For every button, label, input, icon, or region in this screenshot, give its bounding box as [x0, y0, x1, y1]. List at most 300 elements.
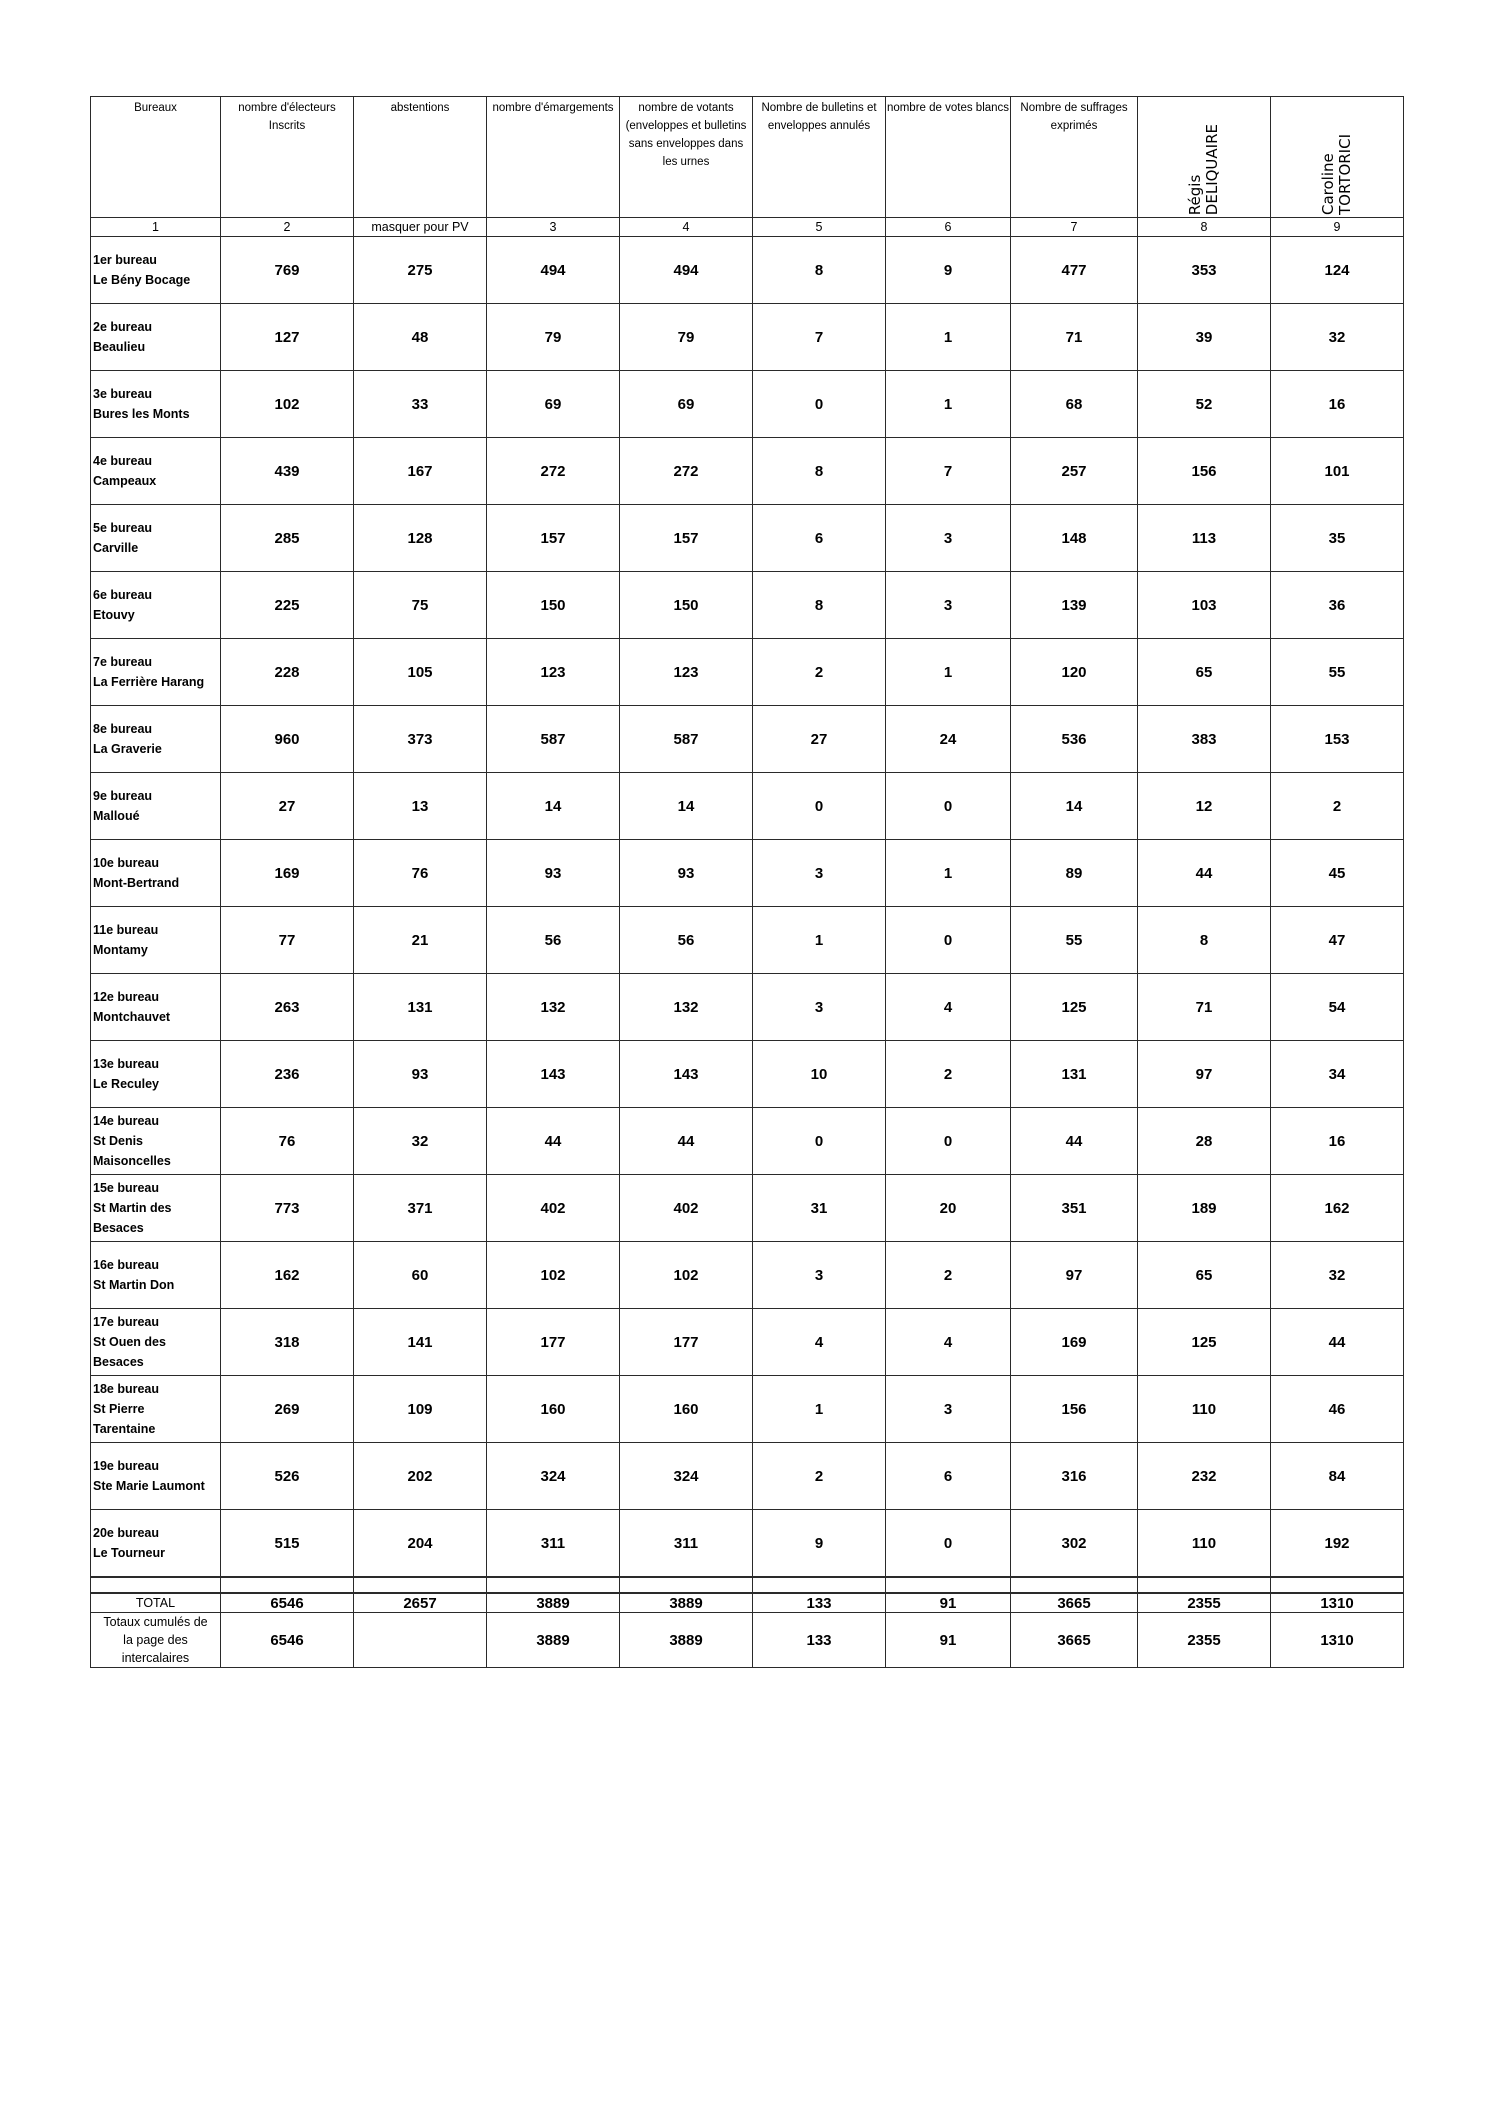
- cell-tortorici: 32: [1271, 304, 1404, 371]
- bureau-number: 7e bureau: [93, 655, 153, 669]
- table-row: [91, 1376, 1404, 1443]
- header-bureaux: Bureaux: [91, 97, 221, 218]
- candidate-1-first-name: Régis: [1186, 174, 1204, 215]
- bureau-name: [91, 1510, 221, 1578]
- cell-tortorici: 16: [1271, 371, 1404, 438]
- table-row: [91, 706, 1404, 773]
- commune-name: Maisoncelles: [93, 1154, 171, 1168]
- cell-exprimes: 89: [1011, 840, 1138, 907]
- cell-blancs: 0: [886, 907, 1011, 974]
- header-emargements: nombre d'émargements: [487, 97, 620, 218]
- bureau-number: 10e bureau: [93, 856, 160, 870]
- cell-inscrits: 263: [221, 974, 354, 1041]
- cell-annules: 3: [753, 840, 886, 907]
- bureau-name: [91, 438, 221, 505]
- cell-tortorici: 124: [1271, 237, 1404, 304]
- bureau-number: 4e bureau: [93, 454, 153, 468]
- cell-annules: 1: [753, 1376, 886, 1443]
- table-row: [91, 974, 1404, 1041]
- header-exprimes: Nombre de suffrages exprimés: [1011, 97, 1138, 218]
- bureau-name: [91, 1242, 221, 1309]
- cell-votants: 14: [620, 773, 753, 840]
- cell-abstentions: 109: [354, 1376, 487, 1443]
- cell-abstentions: 21: [354, 907, 487, 974]
- column-number: 9: [1271, 218, 1404, 237]
- bureau-name: [91, 1175, 221, 1242]
- commune-name: St Martin Don: [93, 1278, 175, 1292]
- blank-cell: [1011, 1577, 1138, 1593]
- cell-abstentions: 275: [354, 237, 487, 304]
- cell-tortorici: 44: [1271, 1309, 1404, 1376]
- cell-blancs: 1: [886, 371, 1011, 438]
- table-row: [91, 1041, 1404, 1108]
- cell-deliquaire: 28: [1138, 1108, 1271, 1175]
- cell-abstentions: 128: [354, 505, 487, 572]
- cell-votants: 272: [620, 438, 753, 505]
- cell-votants: 69: [620, 371, 753, 438]
- cell-emargements: 132: [487, 974, 620, 1041]
- cell-blancs: 1: [886, 304, 1011, 371]
- cell-abstentions: 202: [354, 1443, 487, 1510]
- cell-inscrits: 127: [221, 304, 354, 371]
- commune-name: St Pierre: [93, 1402, 145, 1416]
- table-row: [91, 840, 1404, 907]
- cell-deliquaire: 44: [1138, 840, 1271, 907]
- cell-emargements: 311: [487, 1510, 620, 1578]
- cell-exprimes: 477: [1011, 237, 1138, 304]
- blank-cell: [1271, 1577, 1404, 1593]
- cell-blancs: 4: [886, 1309, 1011, 1376]
- total-exprimes: 3665: [1011, 1593, 1138, 1613]
- cell-annules: 8: [753, 572, 886, 639]
- blank-cell: [620, 1577, 753, 1593]
- cell-inscrits: 169: [221, 840, 354, 907]
- cell-inscrits: 27: [221, 773, 354, 840]
- cell-exprimes: 536: [1011, 706, 1138, 773]
- cell-exprimes: 302: [1011, 1510, 1138, 1578]
- cell-exprimes: 120: [1011, 639, 1138, 706]
- total-inscrits: 6546: [221, 1593, 354, 1613]
- cell-tortorici: 101: [1271, 438, 1404, 505]
- cell-annules: 27: [753, 706, 886, 773]
- cell-blancs: 9: [886, 237, 1011, 304]
- table-row: [91, 1175, 1404, 1242]
- cell-abstentions: 13: [354, 773, 487, 840]
- bureau-name: [91, 639, 221, 706]
- cell-abstentions: 204: [354, 1510, 487, 1578]
- bureau-number: 6e bureau: [93, 588, 153, 602]
- bureau-number: 13e bureau: [93, 1057, 160, 1071]
- blank-cell: [886, 1577, 1011, 1593]
- cell-emargements: 160: [487, 1376, 620, 1443]
- column-number: masquer pour PV: [354, 218, 487, 237]
- cell-exprimes: 257: [1011, 438, 1138, 505]
- cell-deliquaire: 65: [1138, 1242, 1271, 1309]
- cell-emargements: 44: [487, 1108, 620, 1175]
- cell-votants: 587: [620, 706, 753, 773]
- commune-name: Le Reculey: [93, 1077, 160, 1091]
- cell-inscrits: 960: [221, 706, 354, 773]
- column-number: 7: [1011, 218, 1138, 237]
- cell-inscrits: 77: [221, 907, 354, 974]
- cell-tortorici: 55: [1271, 639, 1404, 706]
- bureau-name: [91, 840, 221, 907]
- table-row: [91, 572, 1404, 639]
- column-number: 2: [221, 218, 354, 237]
- cell-tortorici: 34: [1271, 1041, 1404, 1108]
- cell-exprimes: 68: [1011, 371, 1138, 438]
- cell-emargements: 14: [487, 773, 620, 840]
- cell-blancs: 3: [886, 1376, 1011, 1443]
- cell-inscrits: 236: [221, 1041, 354, 1108]
- cell-deliquaire: 113: [1138, 505, 1271, 572]
- bureau-name: [91, 304, 221, 371]
- cell-exprimes: 97: [1011, 1242, 1138, 1309]
- bureau-number: 3e bureau: [93, 387, 153, 401]
- table-row: [91, 639, 1404, 706]
- cell-annules: 8: [753, 438, 886, 505]
- cell-abstentions: 373: [354, 706, 487, 773]
- bureau-name: [91, 572, 221, 639]
- cumul-votants: 3889: [620, 1613, 753, 1668]
- cell-tortorici: 32: [1271, 1242, 1404, 1309]
- header-annules: Nombre de bulletins et enveloppes annulés: [753, 97, 886, 218]
- cell-exprimes: 148: [1011, 505, 1138, 572]
- bureau-name: [91, 237, 221, 304]
- commune-name: Le Bény Bocage: [93, 273, 191, 287]
- cell-abstentions: 32: [354, 1108, 487, 1175]
- cell-annules: 6: [753, 505, 886, 572]
- commune-name: Montchauvet: [93, 1010, 171, 1024]
- total-annules: 133: [753, 1593, 886, 1613]
- cell-votants: 93: [620, 840, 753, 907]
- bureau-name: [91, 974, 221, 1041]
- commune-name: Mont-Bertrand: [93, 876, 180, 890]
- commune-name: Besaces: [93, 1355, 144, 1369]
- cell-exprimes: 169: [1011, 1309, 1138, 1376]
- cell-emargements: 143: [487, 1041, 620, 1108]
- cell-blancs: 0: [886, 1510, 1011, 1578]
- cell-blancs: 3: [886, 505, 1011, 572]
- bureau-name: [91, 1309, 221, 1376]
- table-row: [91, 773, 1404, 840]
- cell-exprimes: 44: [1011, 1108, 1138, 1175]
- table-row: [91, 1510, 1404, 1578]
- cell-deliquaire: 110: [1138, 1510, 1271, 1578]
- blank-row: [91, 1577, 1404, 1593]
- cell-exprimes: 71: [1011, 304, 1138, 371]
- blank-cell: [221, 1577, 354, 1593]
- cell-votants: 143: [620, 1041, 753, 1108]
- cell-emargements: 102: [487, 1242, 620, 1309]
- cell-annules: 1: [753, 907, 886, 974]
- cell-blancs: 0: [886, 773, 1011, 840]
- candidate-1-last-name: DELIQUAIRE: [1203, 123, 1221, 215]
- bureau-name: [91, 706, 221, 773]
- cell-votants: 324: [620, 1443, 753, 1510]
- cell-deliquaire: 65: [1138, 639, 1271, 706]
- commune-name: Le Tourneur: [93, 1546, 165, 1560]
- column-number: 1: [91, 218, 221, 237]
- bureau-number: 5e bureau: [93, 521, 153, 535]
- cell-annules: 9: [753, 1510, 886, 1578]
- cell-votants: 102: [620, 1242, 753, 1309]
- commune-name: Campeaux: [93, 474, 157, 488]
- cell-inscrits: 102: [221, 371, 354, 438]
- election-results-table: [90, 96, 1404, 1668]
- total-label: TOTAL: [91, 1593, 221, 1613]
- cell-inscrits: 318: [221, 1309, 354, 1376]
- cell-votants: 157: [620, 505, 753, 572]
- column-number: 5: [753, 218, 886, 237]
- bureau-number: 14e bureau: [93, 1114, 160, 1128]
- bureau-name: [91, 1041, 221, 1108]
- cell-emargements: 93: [487, 840, 620, 907]
- cell-exprimes: 55: [1011, 907, 1138, 974]
- cell-abstentions: 371: [354, 1175, 487, 1242]
- commune-name: Etouvy: [93, 608, 135, 622]
- cell-tortorici: 16: [1271, 1108, 1404, 1175]
- header-abstentions: abstentions: [354, 97, 487, 218]
- cell-blancs: 4: [886, 974, 1011, 1041]
- table-row: [91, 1309, 1404, 1376]
- cell-annules: 2: [753, 1443, 886, 1510]
- cell-exprimes: 14: [1011, 773, 1138, 840]
- cell-blancs: 2: [886, 1041, 1011, 1108]
- cell-deliquaire: 156: [1138, 438, 1271, 505]
- cell-tortorici: 192: [1271, 1510, 1404, 1578]
- table-row: [91, 371, 1404, 438]
- header-inscrits: nombre d'électeurs Inscrits: [221, 97, 354, 218]
- cell-emargements: 79: [487, 304, 620, 371]
- cell-tortorici: 35: [1271, 505, 1404, 572]
- cell-blancs: 1: [886, 639, 1011, 706]
- cell-inscrits: 285: [221, 505, 354, 572]
- cell-tortorici: 36: [1271, 572, 1404, 639]
- cell-annules: 8: [753, 237, 886, 304]
- cell-tortorici: 162: [1271, 1175, 1404, 1242]
- bureau-number: 15e bureau: [93, 1181, 160, 1195]
- header-candidate-1: [1138, 97, 1271, 218]
- candidate-2-first-name: Caroline: [1319, 153, 1337, 215]
- cell-tortorici: 54: [1271, 974, 1404, 1041]
- cumulative-total-row: [91, 1613, 1404, 1668]
- cell-deliquaire: 97: [1138, 1041, 1271, 1108]
- cell-exprimes: 125: [1011, 974, 1138, 1041]
- header-blancs: nombre de votes blancs: [886, 97, 1011, 218]
- total-votants: 3889: [620, 1593, 753, 1613]
- bureau-name: [91, 1108, 221, 1175]
- cell-exprimes: 156: [1011, 1376, 1138, 1443]
- cell-votants: 311: [620, 1510, 753, 1578]
- cell-tortorici: 45: [1271, 840, 1404, 907]
- cell-blancs: 0: [886, 1108, 1011, 1175]
- cell-emargements: 69: [487, 371, 620, 438]
- cell-emargements: 157: [487, 505, 620, 572]
- cell-abstentions: 60: [354, 1242, 487, 1309]
- cell-abstentions: 167: [354, 438, 487, 505]
- cell-votants: 56: [620, 907, 753, 974]
- cell-emargements: 150: [487, 572, 620, 639]
- bureau-number: 12e bureau: [93, 990, 160, 1004]
- blank-cell: [1138, 1577, 1271, 1593]
- total-row: [91, 1593, 1404, 1613]
- cell-inscrits: 526: [221, 1443, 354, 1510]
- cell-tortorici: 46: [1271, 1376, 1404, 1443]
- commune-name: St Ouen des: [93, 1335, 166, 1349]
- cell-exprimes: 139: [1011, 572, 1138, 639]
- cell-blancs: 20: [886, 1175, 1011, 1242]
- blank-cell: [487, 1577, 620, 1593]
- cell-deliquaire: 232: [1138, 1443, 1271, 1510]
- column-number: 8: [1138, 218, 1271, 237]
- cumul-tortorici: 1310: [1271, 1613, 1404, 1668]
- cell-votants: 150: [620, 572, 753, 639]
- cell-tortorici: 47: [1271, 907, 1404, 974]
- cell-deliquaire: 103: [1138, 572, 1271, 639]
- cell-deliquaire: 125: [1138, 1309, 1271, 1376]
- cell-abstentions: 33: [354, 371, 487, 438]
- bureau-name: [91, 1376, 221, 1443]
- cell-deliquaire: 52: [1138, 371, 1271, 438]
- bureau-number: 8e bureau: [93, 722, 153, 736]
- cell-inscrits: 773: [221, 1175, 354, 1242]
- commune-name: Tarentaine: [93, 1422, 156, 1436]
- table-row: [91, 1443, 1404, 1510]
- column-number: 6: [886, 218, 1011, 237]
- commune-name: Beaulieu: [93, 340, 146, 354]
- cell-deliquaire: 110: [1138, 1376, 1271, 1443]
- cell-votants: 494: [620, 237, 753, 304]
- commune-name: Carville: [93, 541, 139, 555]
- cumul-blancs: 91: [886, 1613, 1011, 1668]
- bureau-name: [91, 371, 221, 438]
- table-row: [91, 1242, 1404, 1309]
- bureau-number: 9e bureau: [93, 789, 153, 803]
- cumul-inscrits: 6546: [221, 1613, 354, 1668]
- cell-inscrits: 269: [221, 1376, 354, 1443]
- bureau-name: [91, 773, 221, 840]
- cell-emargements: 402: [487, 1175, 620, 1242]
- bureau-name: [91, 1443, 221, 1510]
- bureau-number: 2e bureau: [93, 320, 153, 334]
- cell-blancs: 7: [886, 438, 1011, 505]
- cell-abstentions: 76: [354, 840, 487, 907]
- cell-inscrits: 76: [221, 1108, 354, 1175]
- cell-deliquaire: 39: [1138, 304, 1271, 371]
- cell-deliquaire: 189: [1138, 1175, 1271, 1242]
- commune-name: Montamy: [93, 943, 148, 957]
- commune-name: Malloué: [93, 809, 140, 823]
- cell-votants: 402: [620, 1175, 753, 1242]
- cell-blancs: 3: [886, 572, 1011, 639]
- cell-votants: 132: [620, 974, 753, 1041]
- total-abstentions: 2657: [354, 1593, 487, 1613]
- blank-cell: [91, 1577, 221, 1593]
- commune-name: Bures les Monts: [93, 407, 190, 421]
- cell-annules: 31: [753, 1175, 886, 1242]
- cell-tortorici: 153: [1271, 706, 1404, 773]
- cell-inscrits: 515: [221, 1510, 354, 1578]
- cell-blancs: 6: [886, 1443, 1011, 1510]
- cell-emargements: 587: [487, 706, 620, 773]
- total-emargements: 3889: [487, 1593, 620, 1613]
- cell-deliquaire: 71: [1138, 974, 1271, 1041]
- cell-exprimes: 316: [1011, 1443, 1138, 1510]
- commune-name: St Martin des: [93, 1201, 172, 1215]
- cell-exprimes: 131: [1011, 1041, 1138, 1108]
- cell-annules: 0: [753, 773, 886, 840]
- candidate-2-last-name: TORTORICI: [1336, 133, 1354, 215]
- cell-annules: 3: [753, 974, 886, 1041]
- bureau-number: 1er bureau: [93, 253, 157, 267]
- cell-exprimes: 351: [1011, 1175, 1138, 1242]
- column-number: 4: [620, 218, 753, 237]
- header-votants: nombre de votants (enveloppes et bulletins sans enveloppes dans les urnes: [620, 97, 753, 218]
- header-row: [91, 97, 1404, 218]
- cell-inscrits: 225: [221, 572, 354, 639]
- cell-votants: 79: [620, 304, 753, 371]
- cell-deliquaire: 12: [1138, 773, 1271, 840]
- cell-annules: 7: [753, 304, 886, 371]
- blank-cell: [354, 1577, 487, 1593]
- bureau-number: 20e bureau: [93, 1526, 160, 1540]
- cell-inscrits: 769: [221, 237, 354, 304]
- cumulative-total-label: Totaux cumulés de la page des intercalaires: [91, 1613, 221, 1668]
- cell-votants: 44: [620, 1108, 753, 1175]
- bureau-number: 17e bureau: [93, 1315, 160, 1329]
- cell-abstentions: 131: [354, 974, 487, 1041]
- cell-blancs: 1: [886, 840, 1011, 907]
- table-row: [91, 505, 1404, 572]
- bureau-name: [91, 505, 221, 572]
- table-row: [91, 1108, 1404, 1175]
- cell-annules: 2: [753, 639, 886, 706]
- cumul-emargements: 3889: [487, 1613, 620, 1668]
- cell-votants: 160: [620, 1376, 753, 1443]
- cumul-deliquaire: 2355: [1138, 1613, 1271, 1668]
- cell-abstentions: 75: [354, 572, 487, 639]
- cumul-exprimes: 3665: [1011, 1613, 1138, 1668]
- cell-emargements: 56: [487, 907, 620, 974]
- blank-cell: [753, 1577, 886, 1593]
- cumul-abstentions: [354, 1613, 487, 1668]
- cell-blancs: 24: [886, 706, 1011, 773]
- total-blancs: 91: [886, 1593, 1011, 1613]
- cell-votants: 123: [620, 639, 753, 706]
- table-row: [91, 907, 1404, 974]
- cell-abstentions: 48: [354, 304, 487, 371]
- cell-emargements: 177: [487, 1309, 620, 1376]
- cell-deliquaire: 8: [1138, 907, 1271, 974]
- cell-abstentions: 141: [354, 1309, 487, 1376]
- cell-annules: 3: [753, 1242, 886, 1309]
- table-row: [91, 304, 1404, 371]
- bureau-number: 18e bureau: [93, 1382, 160, 1396]
- commune-name: Ste Marie Laumont: [93, 1479, 205, 1493]
- header-candidate-2: [1271, 97, 1404, 218]
- cell-emargements: 494: [487, 237, 620, 304]
- cell-inscrits: 439: [221, 438, 354, 505]
- bureau-name: [91, 907, 221, 974]
- commune-name: St Denis: [93, 1134, 144, 1148]
- cell-inscrits: 162: [221, 1242, 354, 1309]
- total-deliquaire: 2355: [1138, 1593, 1271, 1613]
- table-row: [91, 438, 1404, 505]
- cell-annules: 0: [753, 1108, 886, 1175]
- cell-annules: 0: [753, 371, 886, 438]
- bureau-number: 16e bureau: [93, 1258, 160, 1272]
